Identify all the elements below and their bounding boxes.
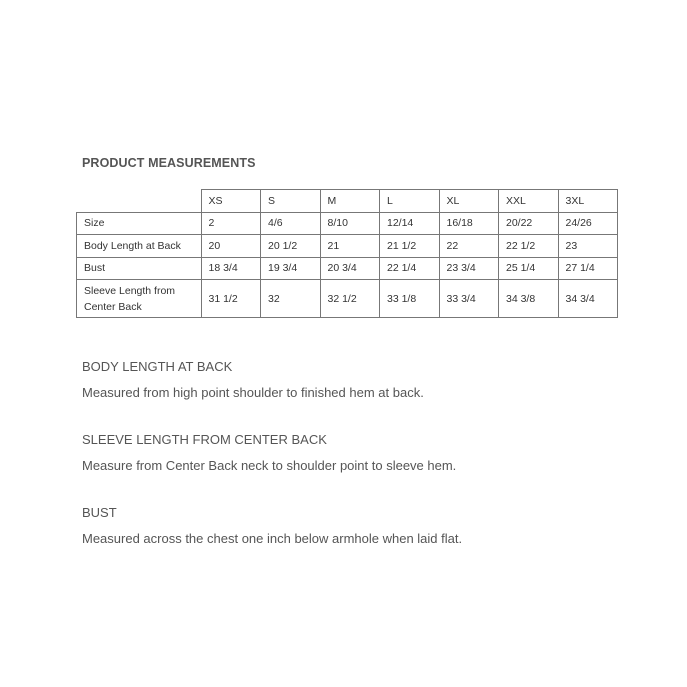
column-header: M	[320, 190, 380, 213]
table-cell: 31 1/2	[201, 280, 261, 318]
section-heading-bust: BUST	[82, 505, 117, 520]
table-row	[77, 235, 618, 258]
table-cell: 19 3/4	[261, 257, 321, 280]
table-cell: 8/10	[320, 212, 380, 235]
row-label	[77, 280, 202, 318]
table-cell: 20 3/4	[320, 257, 380, 280]
table-cell: 22	[439, 235, 499, 258]
table-corner-cell	[77, 190, 202, 213]
table-cell: 21	[320, 235, 380, 258]
row-label: Size	[77, 212, 202, 235]
page-title: PRODUCT MEASUREMENTS	[82, 156, 256, 170]
table-cell: 27 1/4	[558, 257, 618, 280]
section-heading-body-length: BODY LENGTH AT BACK	[82, 359, 233, 374]
table-cell: 12/14	[380, 212, 440, 235]
table-cell: 24/26	[558, 212, 618, 235]
table-cell: 22 1/4	[380, 257, 440, 280]
column-header: XXL	[499, 190, 559, 213]
table-cell: 33 1/8	[380, 280, 440, 318]
table-cell: 32	[261, 280, 321, 318]
measurements-table	[76, 189, 618, 318]
table-cell: 20	[201, 235, 261, 258]
column-header: 3XL	[558, 190, 618, 213]
column-header: S	[261, 190, 321, 213]
section-text-sleeve-length: Measure from Center Back neck to shoulder point to sleeve hem.	[82, 458, 457, 473]
section-heading-sleeve-length: SLEEVE LENGTH FROM CENTER BACK	[82, 432, 327, 447]
section-text-body-length: Measured from high point shoulder to finished hem at back.	[82, 385, 424, 400]
table-cell: 23	[558, 235, 618, 258]
row-label-text: Sleeve Length from Center Back	[84, 284, 176, 313]
table-cell: 25 1/4	[499, 257, 559, 280]
table-cell: 16/18	[439, 212, 499, 235]
section-text-bust: Measured across the chest one inch below armhole when laid flat.	[82, 531, 463, 546]
row-label: Body Length at Back	[77, 235, 202, 258]
table-row	[77, 257, 618, 280]
table-cell: 32 1/2	[320, 280, 380, 318]
column-header: XS	[201, 190, 261, 213]
table-cell: 34 3/4	[558, 280, 618, 318]
table-row	[77, 280, 618, 318]
table-row	[77, 212, 618, 235]
table-cell: 21 1/2	[380, 235, 440, 258]
table-header-row	[77, 190, 618, 213]
table-cell: 33 3/4	[439, 280, 499, 318]
table-cell: 20 1/2	[261, 235, 321, 258]
table-cell: 20/22	[499, 212, 559, 235]
column-header: L	[380, 190, 440, 213]
table-cell: 18 3/4	[201, 257, 261, 280]
table-cell: 22 1/2	[499, 235, 559, 258]
row-label: Bust	[77, 257, 202, 280]
column-header: XL	[439, 190, 499, 213]
table-cell: 34 3/8	[499, 280, 559, 318]
table-cell: 2	[201, 212, 261, 235]
table-cell: 4/6	[261, 212, 321, 235]
table-cell: 23 3/4	[439, 257, 499, 280]
